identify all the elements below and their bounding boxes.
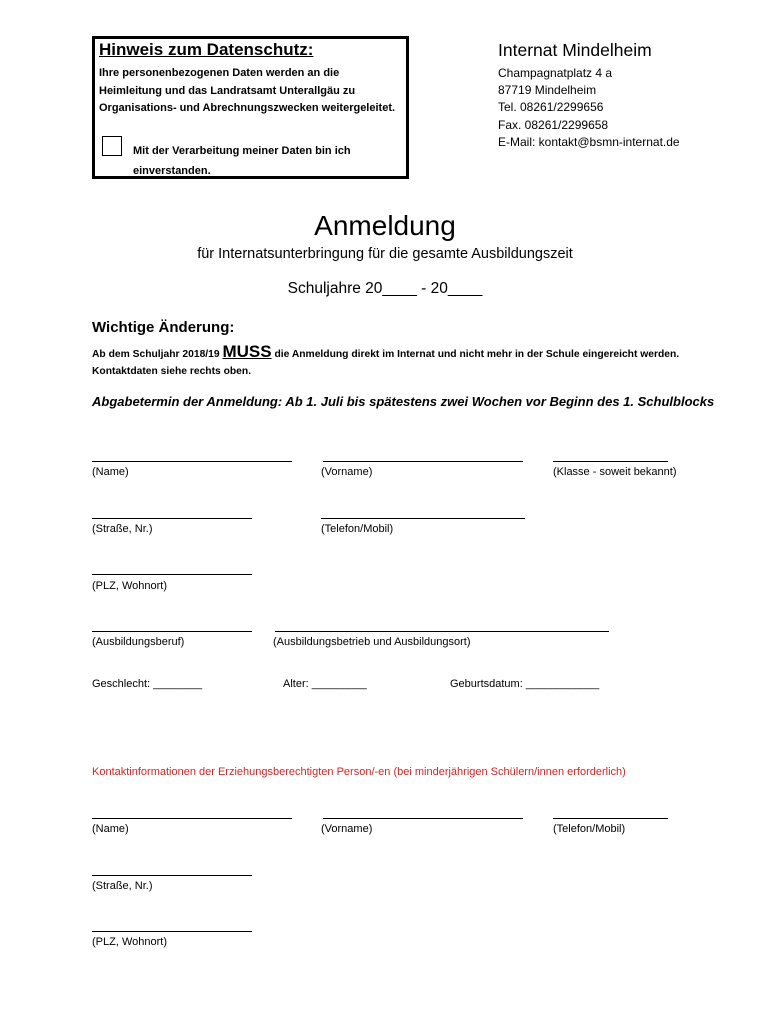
applicant-phone-label: (Telefon/Mobil): [321, 523, 394, 535]
guardian-zip-line[interactable]: [92, 931, 252, 932]
applicant-profession-line[interactable]: [92, 631, 252, 632]
guardian-firstname-line[interactable]: [323, 818, 523, 819]
applicant-zip-label: (PLZ, Wohnort): [92, 580, 167, 592]
guardian-phone-label: (Telefon/Mobil): [553, 823, 626, 835]
notice-text-before: Ab dem Schuljahr 2018/19: [92, 349, 223, 360]
institution-phone: Tel. 08261/2299656: [498, 100, 604, 114]
institution-email: E-Mail: kontakt@bsmn-internat.de: [498, 135, 680, 149]
notice-heading: Wichtige Änderung:: [92, 319, 235, 336]
applicant-class-label: (Klasse - soweit bekannt): [553, 466, 677, 478]
applicant-zip-line[interactable]: [92, 574, 252, 575]
guardian-zip-label: (PLZ, Wohnort): [92, 936, 167, 948]
applicant-name-line[interactable]: [92, 461, 292, 462]
gender-field[interactable]: Geschlecht: ________: [92, 678, 203, 690]
consent-label: Mit der Verarbeitung meiner Daten bin ich einverstanden.: [133, 145, 351, 177]
applicant-firstname-label: (Vorname): [321, 466, 373, 478]
schoolyears-field[interactable]: Schuljahre 20____ - 20____: [287, 280, 483, 297]
applicant-phone-line[interactable]: [321, 518, 525, 519]
applicant-name-label: (Name): [92, 466, 129, 478]
institution-city: 87719 Mindelheim: [498, 83, 597, 97]
applicant-firstname-line[interactable]: [323, 461, 523, 462]
guardian-street-label: (Straße, Nr.): [92, 880, 153, 892]
guardian-phone-line[interactable]: [553, 818, 668, 819]
page-subtitle: für Internatsunterbringung für die gesamte Ausbildungszeit: [197, 246, 573, 262]
privacy-text: Ihre personenbezogenen Daten werden an die Heimleitung und das Landratsamt Unterallgäu zu Organisations- und Abrechnungszwecken weitergeleitet.: [99, 67, 396, 114]
notice-must: MUSS: [222, 342, 272, 361]
guardian-firstname-label: (Vorname): [321, 823, 373, 835]
birthdate-field[interactable]: Geburtsdatum: ____________: [450, 678, 600, 690]
institution-street: Champagnatplatz 4 a: [498, 66, 613, 80]
institution-name: Internat Mindelheim: [498, 40, 652, 60]
deadline-text: Abgabetermin der Anmeldung: Ab 1. Juli bis spätestens zwei Wochen vor Beginn des 1. Schulblocks: [92, 394, 715, 409]
applicant-company-line[interactable]: [275, 631, 609, 632]
page-title: Anmeldung: [314, 210, 456, 241]
notice-text-after: die Anmeldung direkt im Internat und nicht mehr in der Schule eingereicht werden. Kontaktdaten siehe rechts oben.: [92, 349, 680, 377]
guardian-name-label: (Name): [92, 823, 129, 835]
applicant-street-line[interactable]: [92, 518, 252, 519]
privacy-title: Hinweis zum Datenschutz:: [99, 40, 314, 59]
consent-checkbox[interactable]: [102, 136, 122, 156]
applicant-street-label: (Straße, Nr.): [92, 523, 153, 535]
applicant-profession-label: (Ausbildungsberuf): [92, 636, 185, 648]
age-field[interactable]: Alter: _________: [283, 678, 367, 690]
guardian-street-line[interactable]: [92, 875, 252, 876]
applicant-company-label: (Ausbildungsbetrieb und Ausbildungsort): [273, 636, 471, 648]
guardian-name-line[interactable]: [92, 818, 292, 819]
notice-text: [92, 343, 712, 380]
applicant-class-line[interactable]: [553, 461, 668, 462]
institution-fax: Fax. 08261/2299658: [498, 118, 609, 132]
guardian-heading: Kontaktinformationen der Erziehungsberechtigten Person/-en (bei minderjährigen Schülern/innen erforderlich): [92, 766, 626, 778]
